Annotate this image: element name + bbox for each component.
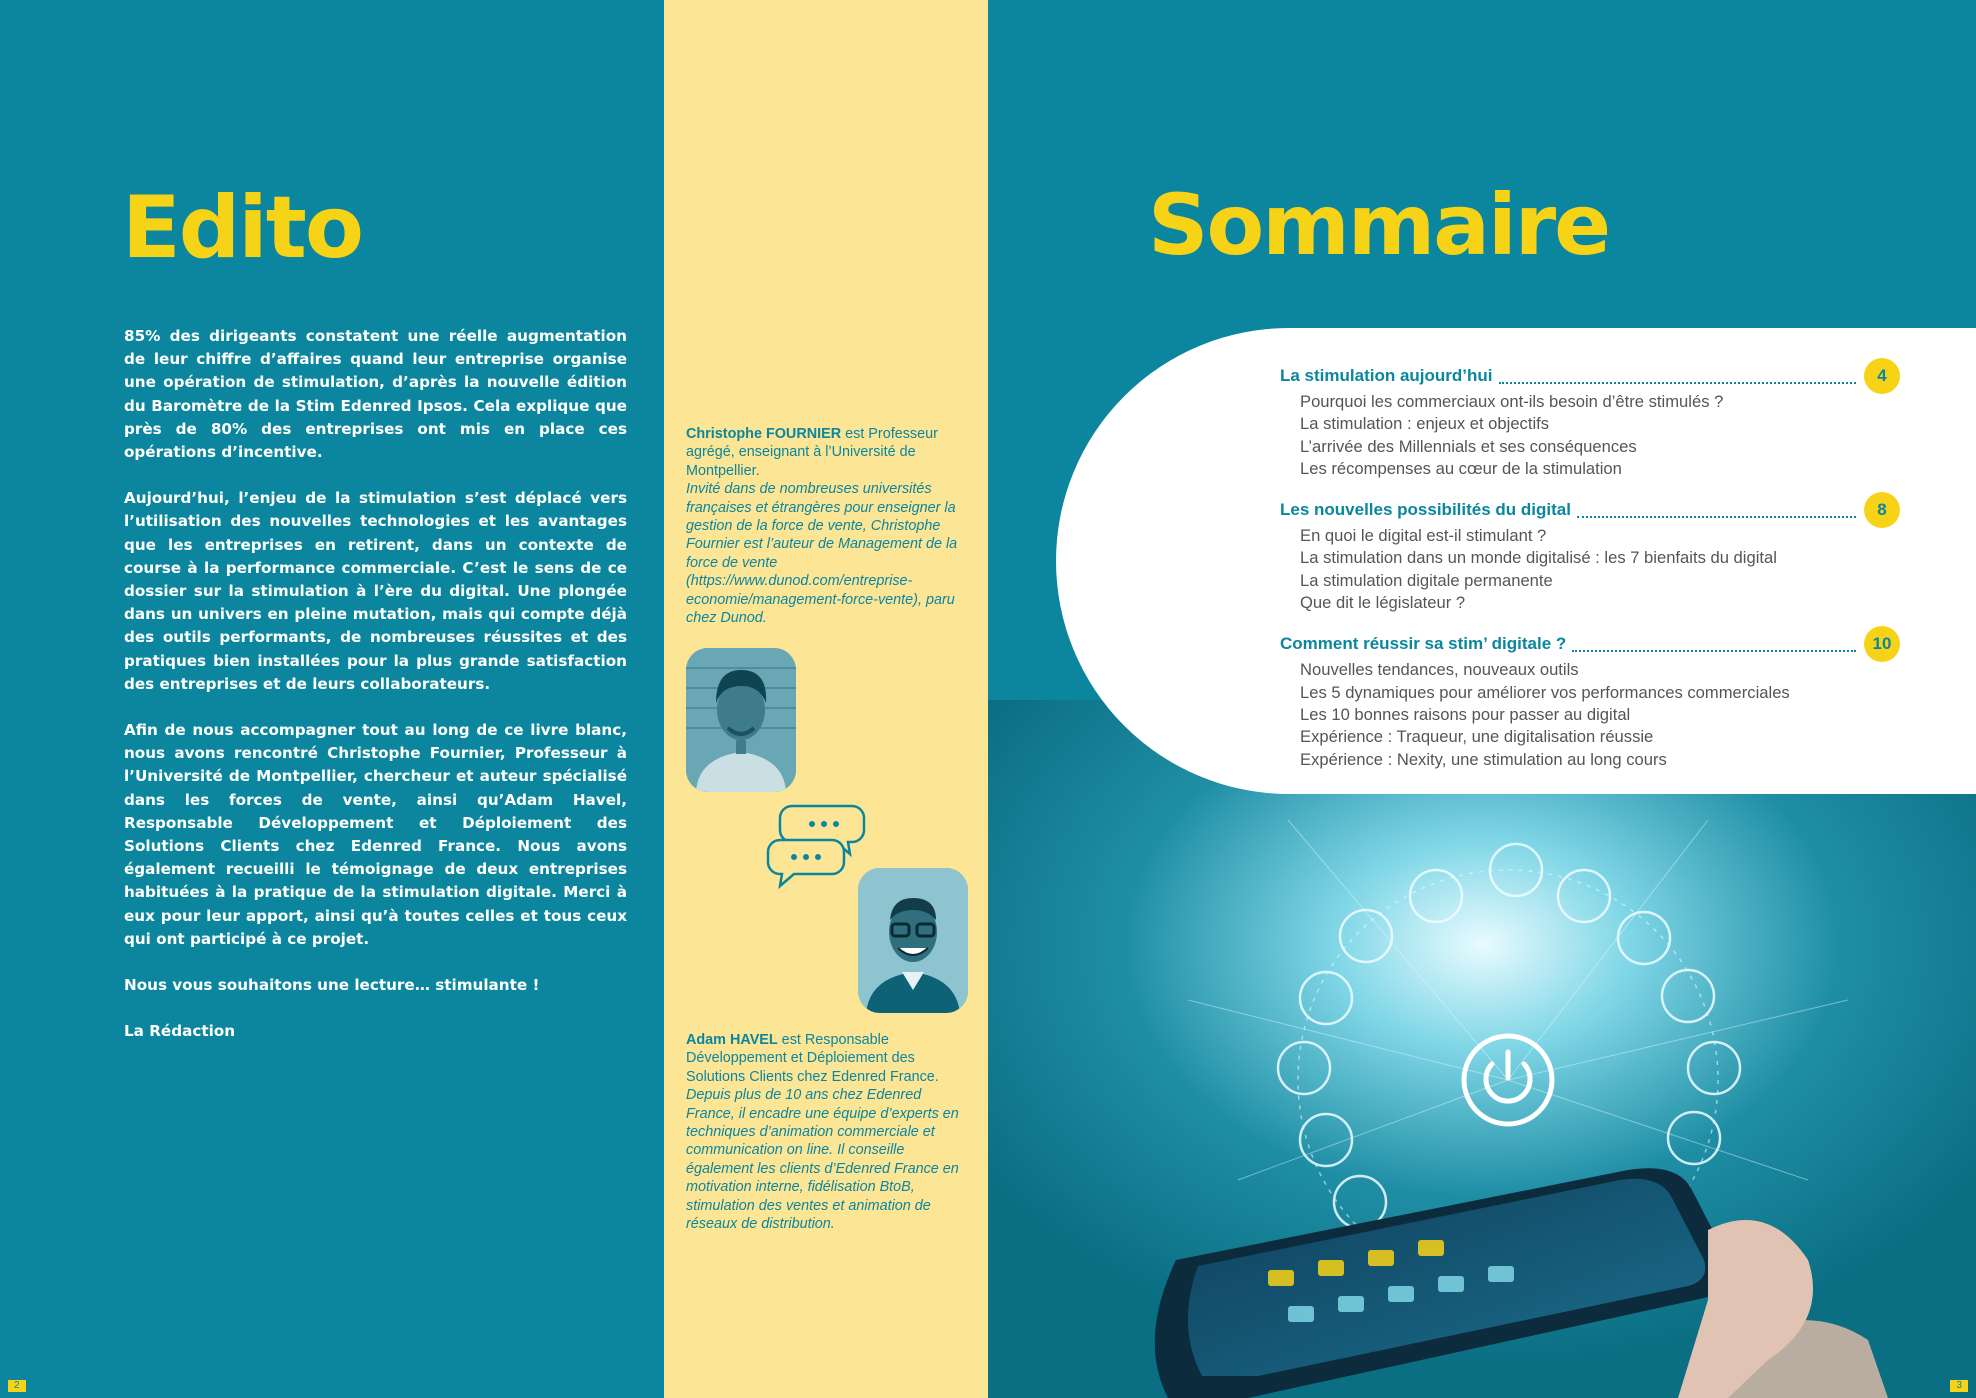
toc-subitems [1280, 391, 1900, 480]
bio-fournier-role: est Professeur agrégé, enseignant à l’Université de Montpellier. [686, 426, 938, 479]
toc-item[interactable]: La stimulation dans un monde digitalisé : les 7 bienfaits du digital [1300, 548, 1777, 568]
edito-paragraph: Aujourd’hui, l’enjeu de la stimulation s’est déplacé vers l’utilisation des nouvelles technologies et les avantages que les entreprises en retirent, dans un contexte de course à la performance commerciale. C’est le sens de ce dossier sur la stimulation à l’ère du digital. Une plongée dans un univers en pleine mutation, mais qui compte déjà des outils performants, de nombreuses réussites et des pratiques bien installées pour la plus grande satisfaction des entreprises et de leurs collaborateurs. [124, 489, 627, 693]
edito-closing: Nous vous souhaitons une lecture… stimulante ! [124, 976, 540, 995]
edito-paragraph: Afin de nous accompagner tout au long de ce livre blanc, nous avons rencontré Christophe Fournier, Professeur à l’Université de Montpellier, chercheur et auteur spécialisé dans les forces de vente, ainsi qu’Adam Havel, Responsable Développement et Déploiement des Solutions Clients chez Edenred France. Nous avons également recueilli le témoignage de deux entreprises habituées à la pratique de la stimulation digitale. Merci à eux pour leur apport, ainsi qu’à toutes celles et tous ceux qui ont participé à ce projet. [124, 721, 627, 948]
toc-item[interactable]: Les 10 bonnes raisons pour passer au digital [1300, 704, 1631, 724]
toc-section-title[interactable]: Les nouvelles possibilités du digital [1280, 500, 1571, 520]
toc-subitems [1280, 525, 1900, 614]
toc-item[interactable]: Expérience : Traqueur, une digitalisation réussie [1300, 727, 1654, 747]
bio-fournier-detail: Invité dans de nombreuses universités françaises et étrangères pour enseigner la gestion de la force de vente, Christophe Fournier est l’auteur de Management de la force de vente (https://www.dunod.com/entreprise-economie/management-force-vente), paru chez Dunod. [686, 481, 958, 627]
portrait-fournier [686, 648, 796, 792]
toc-item[interactable]: En quoi le digital est-il stimulant ? [1300, 526, 1547, 546]
portrait-fournier-image [686, 648, 796, 792]
toc-section-header[interactable] [1280, 629, 1900, 659]
toc-section-title[interactable]: Comment réussir sa stim’ digitale ? [1280, 634, 1567, 654]
toc-item[interactable]: L’arrivée des Millennials et ses conséquences [1300, 436, 1637, 456]
toc-item[interactable]: Nouvelles tendances, nouveaux outils [1300, 660, 1579, 680]
toc-item[interactable]: Les 5 dynamiques pour améliorer vos performances commerciales [1300, 682, 1790, 702]
toc-item[interactable]: La stimulation digitale permanente [1300, 570, 1553, 590]
table-of-contents [1280, 361, 1900, 786]
toc-page-badge: 4 [1864, 358, 1900, 394]
toc-item[interactable]: Expérience : Nexity, une stimulation au long cours [1300, 749, 1667, 769]
bio-havel [686, 1031, 972, 1233]
portrait-havel [858, 868, 968, 1013]
chat-bubbles-icon [766, 800, 870, 894]
toc-item[interactable]: Que dit le législateur ? [1300, 593, 1466, 613]
toc-page-badge: 8 [1864, 492, 1900, 528]
bio-havel-detail: Depuis plus de 10 ans chez Edenred France, il encadre une équipe d’experts en techniques d’animation commerciale et communication on line. Il conseille également les clients d’Edenred France en motivation interne, fidélisation BtoB, stimulation des ventes et animation de réseaux de distribution. [686, 1087, 959, 1233]
edito-page [0, 0, 664, 1398]
bio-fournier-name: Christophe FOURNIER [686, 426, 842, 442]
page-number-right: 3 [1950, 1380, 1968, 1392]
toc-page-badge: 10 [1864, 626, 1900, 662]
toc-item[interactable]: La stimulation : enjeux et objectifs [1300, 414, 1550, 434]
toc-item[interactable]: Pourquoi les commerciaux ont-ils besoin d’être stimulés ? [1300, 392, 1724, 411]
toc-item[interactable]: Les récompenses au cœur de la stimulation [1300, 458, 1622, 478]
page-number-left: 2 [8, 1380, 26, 1392]
edito-body [124, 325, 627, 1066]
toc-section[interactable] [1280, 629, 1900, 770]
dot-leader [1572, 636, 1856, 652]
smartphone-hero-illustration [988, 700, 1976, 1398]
toc-section-header[interactable] [1280, 495, 1900, 525]
dot-leader [1577, 502, 1856, 518]
toc-section[interactable] [1280, 361, 1900, 480]
portrait-havel-image [858, 868, 968, 1013]
toc-section-header[interactable] [1280, 361, 1900, 391]
toc-subitems [1280, 659, 1900, 770]
sommaire-title: Sommaire [1148, 176, 1610, 274]
edito-signature: La Rédaction [124, 1022, 236, 1041]
edito-title: Edito [122, 178, 362, 278]
toc-section-title[interactable]: La stimulation aujourd’hui [1280, 366, 1493, 385]
bio-havel-role: est Responsable Développement et Déploiement des Solutions Clients chez Edenred France. [686, 1032, 939, 1085]
toc-section[interactable] [1280, 495, 1900, 614]
edito-paragraph: 85% des dirigeants constatent une réelle augmentation de leur chiffre d’affaires quand leur entreprise organise une opération de stimulation, d’après la nouvelle édition du Baromètre de la Stim Edenred Ipsos. Cela explique que près de 80% des entreprises ont mis en place ces opérations d’incentive. [124, 327, 627, 462]
dot-leader [1499, 368, 1857, 384]
bio-fournier [686, 425, 972, 627]
bio-havel-name: Adam HAVEL [686, 1032, 778, 1048]
